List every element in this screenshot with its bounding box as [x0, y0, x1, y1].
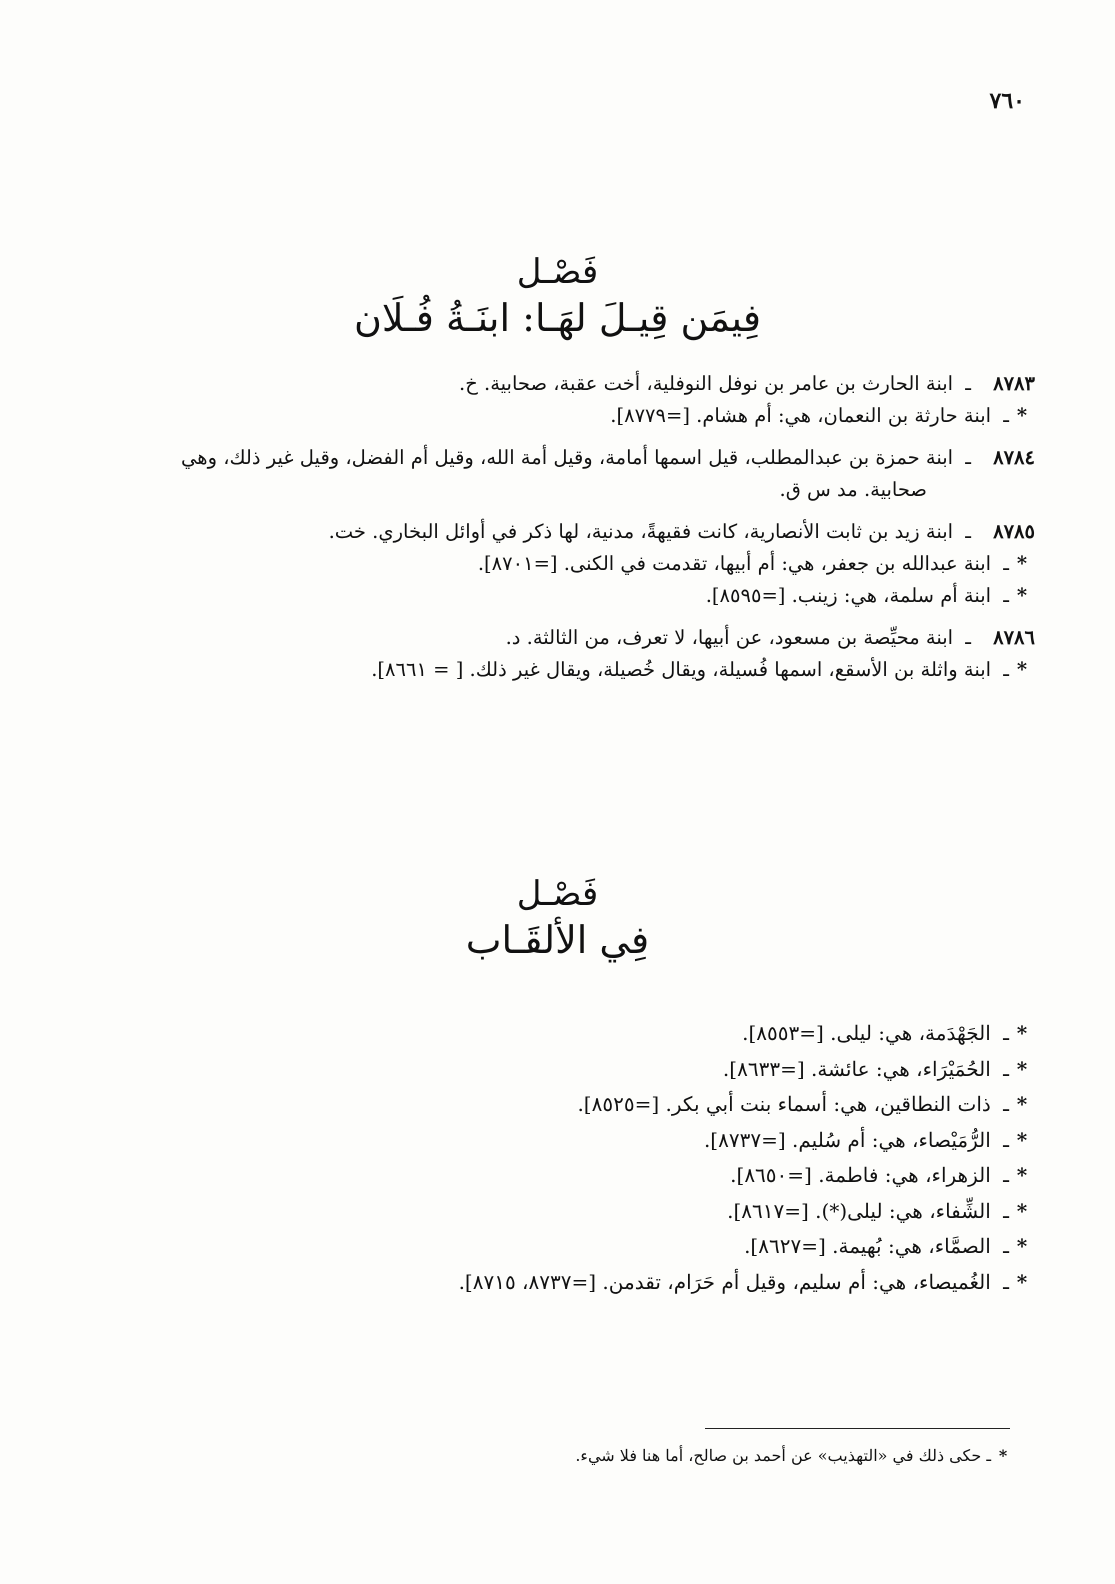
asterisk-icon: *: [1016, 1234, 1028, 1258]
section2-subtitle: فِي الألقَـاب: [465, 918, 650, 962]
asterisk-icon: *: [1016, 1056, 1028, 1081]
entry-text: الغُميصاء، هي: أم سليم، وقيل أم حَرَام، تقدمن. [=٨٧٣٧، ٨٧١٥].: [458, 1269, 991, 1294]
page-number: ٧٦٠: [989, 88, 1025, 114]
list-item: *ـ الشِّفاء، هي: ليلى(*). [=٨٦١٧].: [72, 1194, 1035, 1230]
entry-number: ٨٧٨٦: [993, 626, 1035, 649]
list-item: ٨٧٨٤ـ ابنة حمزة بن عبدالمطلب، قيل اسمها أمامة، وقيل أمة الله، وقيل أم الفضل، وقيل غير ذلك، وهي: [72, 442, 1035, 474]
footnote-text: حكى ذلك في «التهذيب» عن أحمد بن صالح، أما هنا فلا شيء.: [575, 1446, 982, 1465]
list-item: *ـ ابنة عبدالله بن جعفر، هي: أم أبيها، تقدمت في الكنى. [=٨٧٠١].: [72, 548, 1035, 580]
asterisk-icon: *: [1016, 1021, 1028, 1045]
entry-text: ابنة واثلة بن الأسقع، اسمها فُسيلة، ويقال خُصيلة، ويقال غير ذلك. [ = ٨٦٦١].: [371, 658, 992, 681]
list-item: *ـ الصمَّاء، هي: بُهيمة. [=٨٦٢٧].: [72, 1229, 1035, 1265]
asterisk-icon: *: [998, 1446, 1008, 1465]
entry-text: الزهراء، هي: فاطمة. [=٨٦٥٠].: [730, 1163, 991, 1187]
entry-text: ابنة زيد بن ثابت الأنصارية، كانت فقيهةً، مدنية، لها ذكر في أوائل البخاري. خت.: [328, 520, 954, 543]
entry-text: ابنة محيِّصة بن مسعود، عن أبيها، لا تعرف، من الثالثة. د.: [505, 626, 954, 649]
list-item: ٨٧٨٣ـ ابنة الحارث بن عامر بن نوفل النوفلية، أخت عقبة، صحابية. خ.: [72, 368, 1035, 400]
list-item: *ـ ابنة حارثة بن النعمان، هي: أم هشام. [=٨٧٧٩].: [72, 400, 1035, 432]
entry-text: ذات النطاقين، هي: أسماء بنت أبي بكر. [=٨٥٢٥].: [577, 1092, 991, 1116]
section2-heading: [0, 872, 1115, 964]
section2-title: فَصْـل: [516, 874, 599, 914]
section1-list: [72, 368, 1035, 686]
asterisk-icon: *: [1016, 1198, 1028, 1223]
asterisk-icon: *: [1016, 1163, 1028, 1187]
list-item: *ـ الزهراء، هي: فاطمة. [=٨٦٥٠].: [72, 1158, 1035, 1194]
section1-subtitle: فِيمَن قِيـلَ لهَـا: ابنَـةُ فُـلَان: [354, 296, 761, 340]
list-item: *ـ ذات النطاقين، هي: أسماء بنت أبي بكر. [=٨٥٢٥].: [72, 1087, 1035, 1123]
asterisk-icon: *: [1016, 1269, 1028, 1294]
entry-number: ٨٧٨٣: [993, 372, 1035, 395]
asterisk-icon: *: [1016, 584, 1028, 607]
list-item: *ـ الرُّمَيْصاء، هي: أم سُليم. [=٨٧٣٧].: [72, 1123, 1035, 1159]
asterisk-icon: *: [1016, 404, 1028, 427]
list-item: ٨٧٨٦ـ ابنة محيِّصة بن مسعود، عن أبيها، لا تعرف، من الثالثة. د.: [72, 622, 1035, 654]
entry-text: الشِّفاء، هي: ليلى(*). [=٨٦١٧].: [727, 1198, 991, 1223]
section1-heading: [0, 250, 1115, 342]
asterisk-icon: *: [1016, 1092, 1028, 1116]
entry-text: الرُّمَيْصاء، هي: أم سُليم. [=٨٧٣٧].: [703, 1127, 991, 1152]
entry-text: الصمَّاء، هي: بُهيمة. [=٨٦٢٧].: [744, 1234, 991, 1258]
list-item: ٨٧٨٥ـ ابنة زيد بن ثابت الأنصارية، كانت فقيهةً، مدنية، لها ذكر في أوائل البخاري. خت.: [72, 516, 1035, 548]
section2-list: [72, 1016, 1035, 1300]
entry-text: ابنة حمزة بن عبدالمطلب، قيل اسمها أمامة، وقيل أمة الله، وقيل أم الفضل، وقيل غير ذلك، وهي: [181, 446, 954, 469]
entry-number: ٨٧٨٤: [993, 446, 1035, 469]
section1-title: فَصْـل: [516, 252, 599, 292]
entry-text: ابنة حارثة بن النعمان، هي: أم هشام. [=٨٧٧٩].: [610, 404, 992, 427]
entry-number: ٨٧٨٥: [993, 520, 1035, 543]
entry-text: الحُمَيْرَاء، هي: عائشة. [=٨٦٣٣].: [722, 1056, 991, 1081]
asterisk-icon: *: [1016, 658, 1028, 681]
list-item: *ـ الجَهْدَمة، هي: ليلى. [=٨٥٥٣].: [72, 1016, 1035, 1052]
asterisk-icon: *: [1016, 1127, 1028, 1152]
entry-text: ابنة عبدالله بن جعفر، هي: أم أبيها، تقدمت في الكنى. [=٨٧٠١].: [477, 552, 992, 575]
list-item: *ـ ابنة أم سلمة، هي: زينب. [=٨٥٩٥].: [72, 580, 1035, 612]
asterisk-icon: *: [1016, 552, 1028, 575]
entry-text: ابنة الحارث بن عامر بن نوفل النوفلية، أخت عقبة، صحابية. خ.: [459, 372, 954, 395]
list-item: *ـ الغُميصاء، هي: أم سليم، وقيل أم حَرَام، تقدمن. [=٨٧٣٧، ٨٧١٥].: [72, 1265, 1035, 1301]
list-item: *ـ ابنة واثلة بن الأسقع، اسمها فُسيلة، ويقال خُصيلة، ويقال غير ذلك. [ = ٨٦٦١].: [72, 654, 1035, 686]
entry-text: ابنة أم سلمة، هي: زينب. [=٨٥٩٥].: [705, 584, 992, 607]
entry-continuation: صحابية. مد س ق.: [779, 478, 927, 501]
list-item: *ـ الحُمَيْرَاء، هي: عائشة. [=٨٦٣٣].: [72, 1052, 1035, 1088]
footnote: *ـ حكى ذلك في «التهذيب» عن أحمد بن صالح، أما هنا فلا شيء.: [575, 1446, 1015, 1465]
footnote-divider: [705, 1428, 1010, 1429]
entry-text: الجَهْدَمة، هي: ليلى. [=٨٥٥٣].: [742, 1021, 991, 1045]
